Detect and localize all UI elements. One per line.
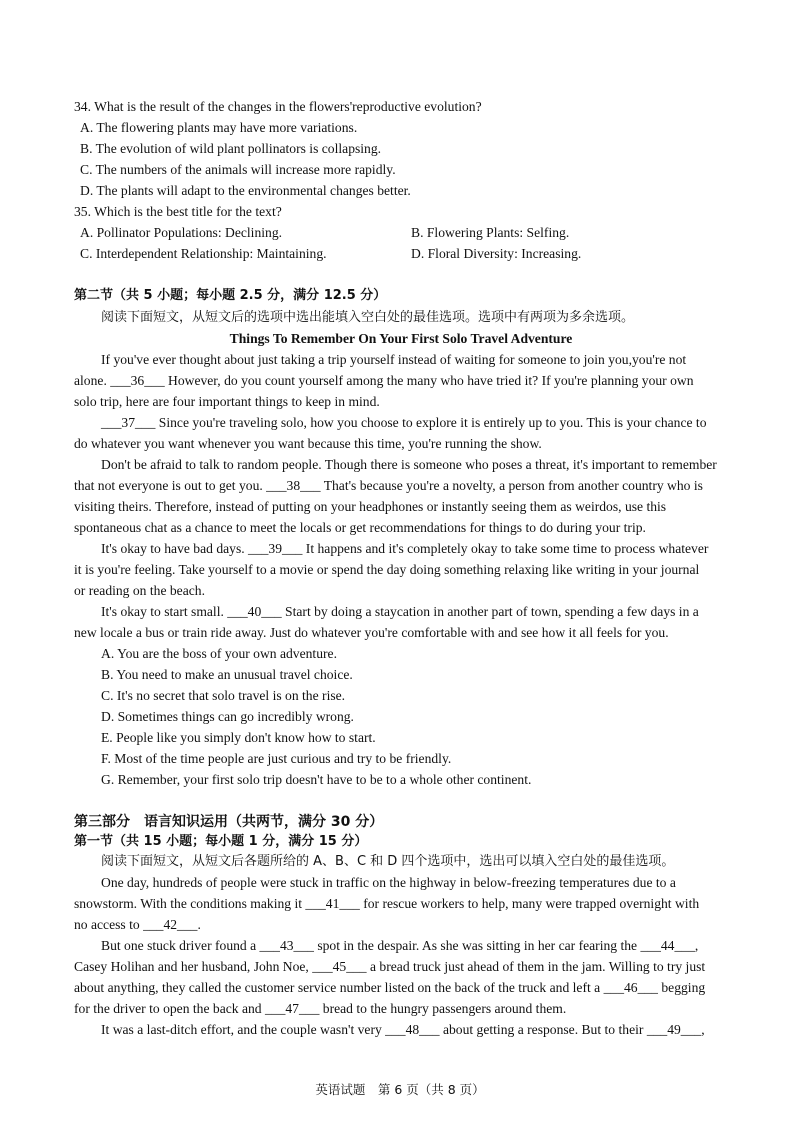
gap-option-f: F. Most of the time people are just curious and try to be friendly. [101, 751, 452, 766]
cloze-line: no access to ___42___. [74, 917, 201, 932]
question-34-option-d: D. The plants will adapt to the environmental changes better. [80, 183, 411, 198]
gap-option-e: E. People like you simply don't know how to start. [101, 730, 376, 745]
passage-line: new locale a bus or train ride away. Just do whatever you're comfortable with and see how it all feels for you. [74, 625, 669, 640]
passage-line: It's okay to start small. ___40___ Start by doing a staycation in another part of town, spending a few days in a [101, 604, 699, 619]
cloze-line: for the driver to open the back and ___47___ bread to the hungry passengers around them. [74, 1001, 567, 1016]
passage-line: It's okay to have bad days. ___39___ It happens and it's completely okay to take some time to process whatever [101, 541, 709, 556]
page-footer: 英语试题 第 6 页（共 8 页） [315, 1082, 485, 1097]
question-34-stem: 34. What is the result of the changes in the flowers'reproductive evolution? [74, 99, 482, 114]
passage-line: alone. ___36___ However, do you count yourself among the many who have tried it? If you're planning your own [74, 373, 694, 388]
passage-line: do whatever you want whenever you want because this time, you're running the show. [74, 436, 542, 451]
question-35-option-c: C. Interdependent Relationship: Maintaining. [80, 246, 327, 261]
cloze-line: snowstorm. With the conditions making it ___41___ for rescue workers to help, many were trapped overnight with [74, 896, 700, 911]
passage-line: Don't be afraid to talk to random people. Though there is someone who poses a threat, it's important to remember [101, 457, 717, 472]
gap-option-g: G. Remember, your first solo trip doesn't have to be to a whole other continent. [101, 772, 532, 787]
question-35-option-a: A. Pollinator Populations: Declining. [80, 225, 283, 240]
question-35-option-d: D. Floral Diversity: Increasing. [411, 246, 582, 261]
cloze-line: about anything, they called the customer service number listed on the back of the truck and left a ___46___ begging [74, 980, 706, 995]
gap-option-b: B. You need to make an unusual travel choice. [101, 667, 353, 682]
part-3-sub-heading: 第一节（共 15 小题；每小题 1 分，满分 15 分） [74, 834, 368, 849]
section-2-heading: 第二节（共 5 小题；每小题 2.5 分，满分 12.5 分） [74, 288, 387, 303]
cloze-line: But one stuck driver found a ___43___ spot in the despair. As she was sitting in her car fearing the ___44___, [101, 938, 699, 953]
part-3-instruction: 阅读下面短文，从短文后各题所给的 A、B、C 和 D 四个选项中，选出可以填入空白处的最佳选项。 [101, 854, 675, 869]
question-34-option-a: A. The flowering plants may have more variations. [80, 120, 358, 135]
passage-line: it is you're feeling. Take yourself to a movie or spend the day doing something relaxing like writing in your journal [74, 562, 700, 577]
part-3-heading: 第三部分 语言知识运用（共两节，满分 30 分） [74, 814, 384, 830]
question-34-option-c: C. The numbers of the animals will increase more rapidly. [80, 162, 396, 177]
question-35-stem: 35. Which is the best title for the text? [74, 204, 282, 219]
passage-line: solo trip, here are four important things to keep in mind. [74, 394, 380, 409]
passage-title: Things To Remember On Your First Solo Travel Adventure [229, 331, 573, 346]
passage-line: If you've ever thought about just taking a trip yourself instead of waiting for someone to join you,you're not [101, 352, 687, 367]
gap-option-a: A. You are the boss of your own adventure. [101, 646, 337, 661]
passage-line: that not everyone is out to get you. ___38___ That's because you're a novelty, a person from another country who is [74, 478, 703, 493]
cloze-line: It was a last-ditch effort, and the couple wasn't very ___48___ about getting a response. But to their ___49___, [101, 1022, 705, 1037]
gap-option-c: C. It's no secret that solo travel is on the rise. [101, 688, 346, 703]
cloze-line: Casey Holihan and her husband, John Noe, ___45___ a bread truck just ahead of them in the jam. Willing to try just [74, 959, 706, 974]
passage-line: or reading on the beach. [74, 583, 205, 598]
question-34-option-b: B. The evolution of wild plant pollinators is collapsing. [80, 141, 382, 156]
cloze-line: One day, hundreds of people were stuck in traffic on the highway in below-freezing temperatures due to a [101, 875, 676, 890]
passage-line: visiting theirs. Therefore, instead of putting on your headphones or instantly seeing them as weirdos, use this [74, 499, 667, 514]
section-2-instruction: 阅读下面短文，从短文后的选项中选出能填入空白处的最佳选项。选项中有两项为多余选项。 [101, 310, 635, 325]
question-35-option-b: B. Flowering Plants: Selfing. [411, 225, 570, 240]
passage-line: ___37___ Since you're traveling solo, how you choose to explore it is entirely up to you. This is your chance to [101, 415, 707, 430]
passage-line: spontaneous chat as a chance to meet the locals or get recommendations for things to do during your trip. [74, 520, 646, 535]
gap-option-d: D. Sometimes things can go incredibly wrong. [101, 709, 354, 724]
